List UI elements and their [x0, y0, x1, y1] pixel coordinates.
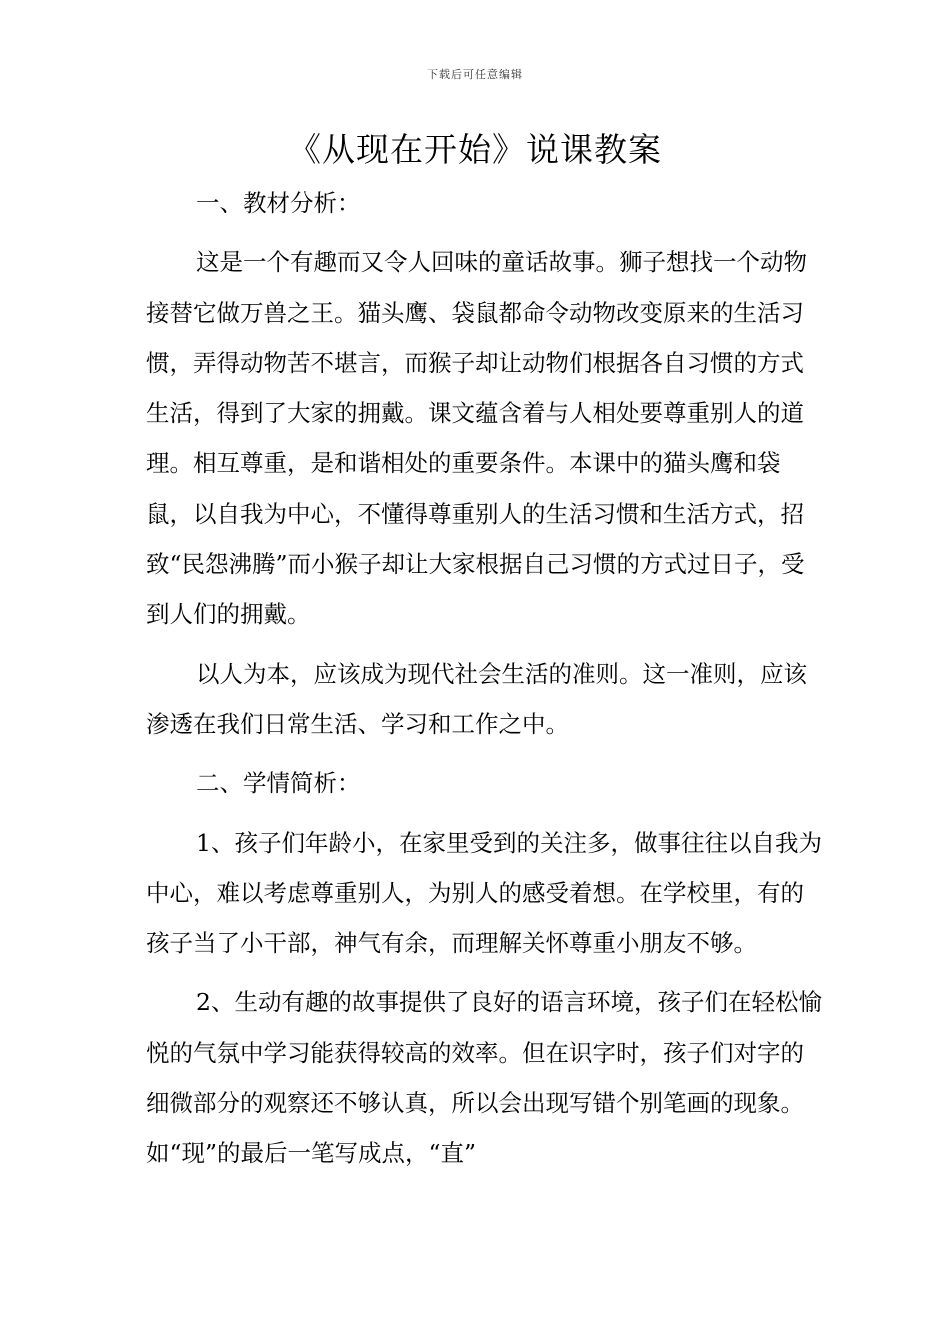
paragraph-1: 这是一个有趣而又令人回味的童话故事。狮子想找一个动物接替它做万兽之王。猫头鹰、袋鼠都命令动物改变原来的生活习惯，弄得动物苦不堪言，而猴子却让动物们根据各自习惯的方式生活，得到了大家的拥戴。课文蕴含着与人相处要尊重别人的道理。相互尊重，是和谐相处的重要条件。本课中的猫头鹰和袋鼠，以自我为中心，不懂得尊重别人的生活习惯和生活方式，招致“民怨沸腾”而小猴子却让大家根据自己习惯的方式过日子，受到人们的拥戴。	[146, 248, 807, 629]
section-heading-2: 二、学情简析：	[196, 769, 361, 798]
paragraph-3: 1、孩子们年龄小，在家里受到的关注多，做事往往以自我为中心，难以考虑尊重别人，为别人的感受着想。在学校里，有的孩子当了小干部，神气有余，而理解关怀尊重小朋友不够。	[146, 828, 822, 958]
document-body	[146, 178, 826, 1179]
header-note: 下载后可任意编辑	[427, 68, 523, 81]
paragraph-4: 2、生动有趣的故事提供了良好的语言环境，孩子们在轻松愉悦的气氛中学习能获得较高的效率。但在识字时，孩子们对字的细微部分的观察还不够认真，所以会出现写错个别笔画的现象。如“现”的最后一笔写成点，“直”	[146, 988, 822, 1168]
section-heading-1: 一、教材分析：	[196, 189, 361, 217]
document-title: 《从现在开始》说课教案	[288, 130, 662, 169]
paragraph-2: 以人为本，应该成为现代社会生活的准则。这一准则，应该渗透在我们日常生活、学习和工作之中。	[146, 659, 807, 738]
